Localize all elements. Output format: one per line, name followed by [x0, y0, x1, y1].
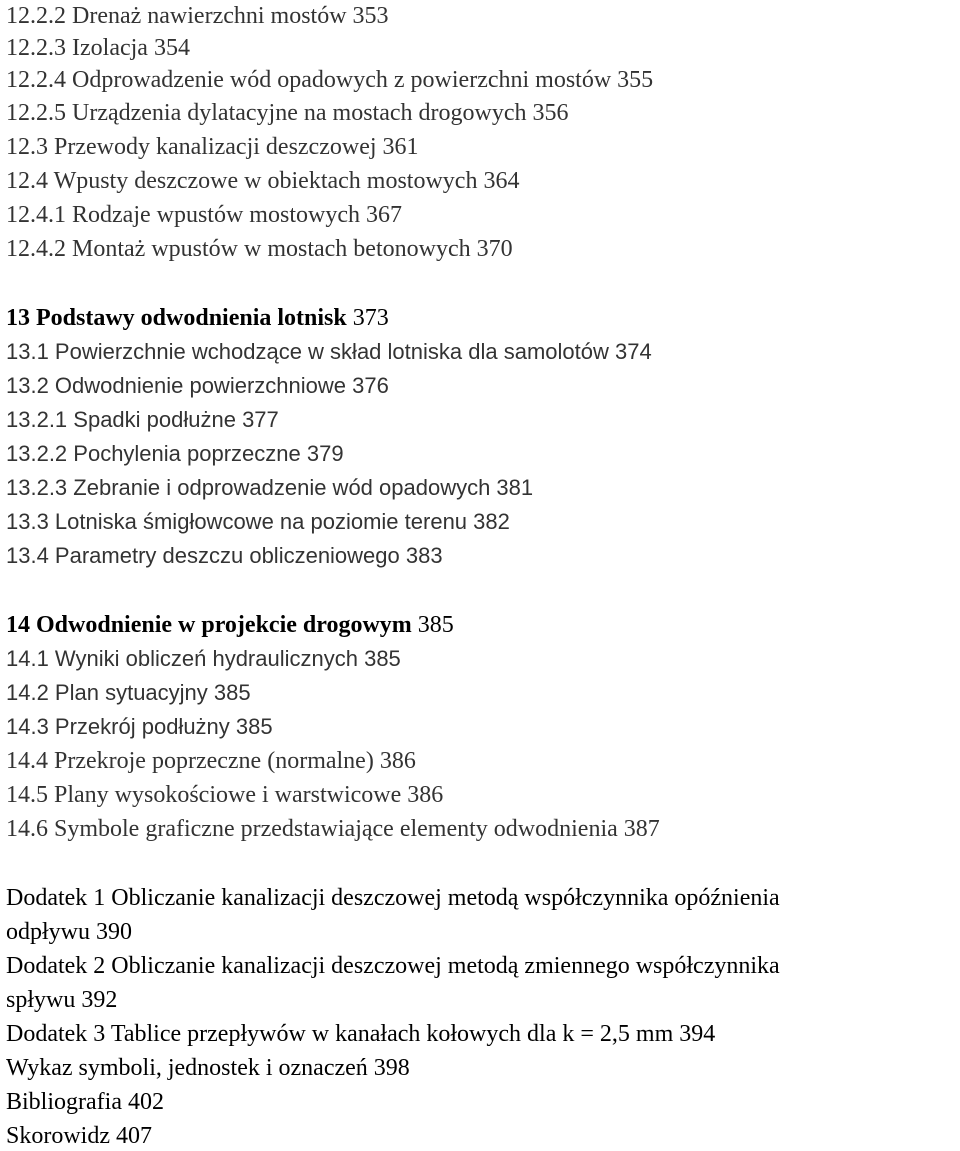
- toc-entry-13-3: 13.3 Lotniska śmigłowcowe na poziomie terenu 382: [6, 509, 510, 534]
- chapter-title: 13 Podstawy odwodnienia lotnisk: [6, 305, 347, 331]
- toc-entry-appendix-1: Dodatek 1 Obliczanie kanalizacji deszczowej metodą współczynnika opóźnienia: [6, 885, 780, 911]
- toc-entry-14-1: 14.1 Wyniki obliczeń hydraulicznych 385: [6, 646, 401, 671]
- toc-entry-12-2-5: 12.2.5 Urządzenia dylatacyjne na mostach drogowych 356: [6, 100, 569, 126]
- table-of-contents: [6, 0, 960, 1151]
- toc-chapter-14: [6, 611, 454, 639]
- toc-entry-appendix-3: Dodatek 3 Tablice przepływów w kanałach kołowych dla k = 2,5 mm 394: [6, 1021, 716, 1047]
- toc-entry-symbols: Wykaz symboli, jednostek i oznaczeń 398: [6, 1055, 410, 1081]
- toc-entry-14-2: 14.2 Plan sytuacyjny 385: [6, 680, 251, 705]
- toc-entry-13-2-2: 13.2.2 Pochylenia poprzeczne 379: [6, 441, 344, 466]
- chapter-page: 373: [352, 305, 389, 331]
- toc-entry-12-2-3: 12.2.3 Izolacja 354: [6, 35, 190, 61]
- toc-entry-14-4: 14.4 Przekroje poprzeczne (normalne) 386: [6, 748, 416, 774]
- toc-entry-appendix-2-cont: spływu 392: [6, 987, 118, 1013]
- toc-entry-13-1: 13.1 Powierzchnie wchodzące w skład lotniska dla samolotów 374: [6, 339, 652, 364]
- toc-entry-13-2: 13.2 Odwodnienie powierzchniowe 376: [6, 373, 389, 398]
- toc-entry-14-6: 14.6 Symbole graficzne przedstawiające elementy odwodnienia 387: [6, 816, 660, 842]
- toc-entry-12-4-2: 12.4.2 Montaż wpustów w mostach betonowych 370: [6, 236, 513, 262]
- toc-entry-12-3: 12.3 Przewody kanalizacji deszczowej 361: [6, 134, 419, 160]
- toc-entry-12-4-1: 12.4.1 Rodzaje wpustów mostowych 367: [6, 202, 402, 228]
- toc-entry-appendix-2: Dodatek 2 Obliczanie kanalizacji deszczowej metodą zmiennego współczynnika: [6, 953, 780, 979]
- toc-entry-bibliography: Bibliografia 402: [6, 1089, 164, 1115]
- toc-entry-13-4: 13.4 Parametry deszczu obliczeniowego 383: [6, 543, 443, 568]
- toc-entry-12-2-2: 12.2.2 Drenaż nawierzchni mostów 353: [6, 3, 389, 29]
- toc-entry-12-4: 12.4 Wpusty deszczowe w obiektach mostowych 364: [6, 168, 520, 194]
- toc-entry-14-3: 14.3 Przekrój podłużny 385: [6, 714, 273, 739]
- toc-entry-12-2-4: 12.2.4 Odprowadzenie wód opadowych z powierzchni mostów 355: [6, 67, 654, 93]
- chapter-title: 14 Odwodnienie w projekcie drogowym: [6, 612, 412, 638]
- toc-entry-13-2-1: 13.2.1 Spadki podłużne 377: [6, 407, 279, 432]
- toc-entry-14-5: 14.5 Plany wysokościowe i warstwicowe 386: [6, 782, 444, 808]
- toc-entry-13-2-3: 13.2.3 Zebranie i odprowadzenie wód opadowych 381: [6, 475, 534, 500]
- toc-entry-appendix-1-cont: odpływu 390: [6, 919, 132, 945]
- chapter-page: 385: [417, 612, 454, 638]
- toc-chapter-13: [6, 304, 389, 332]
- toc-entry-index: Skorowidz 407: [6, 1123, 152, 1149]
